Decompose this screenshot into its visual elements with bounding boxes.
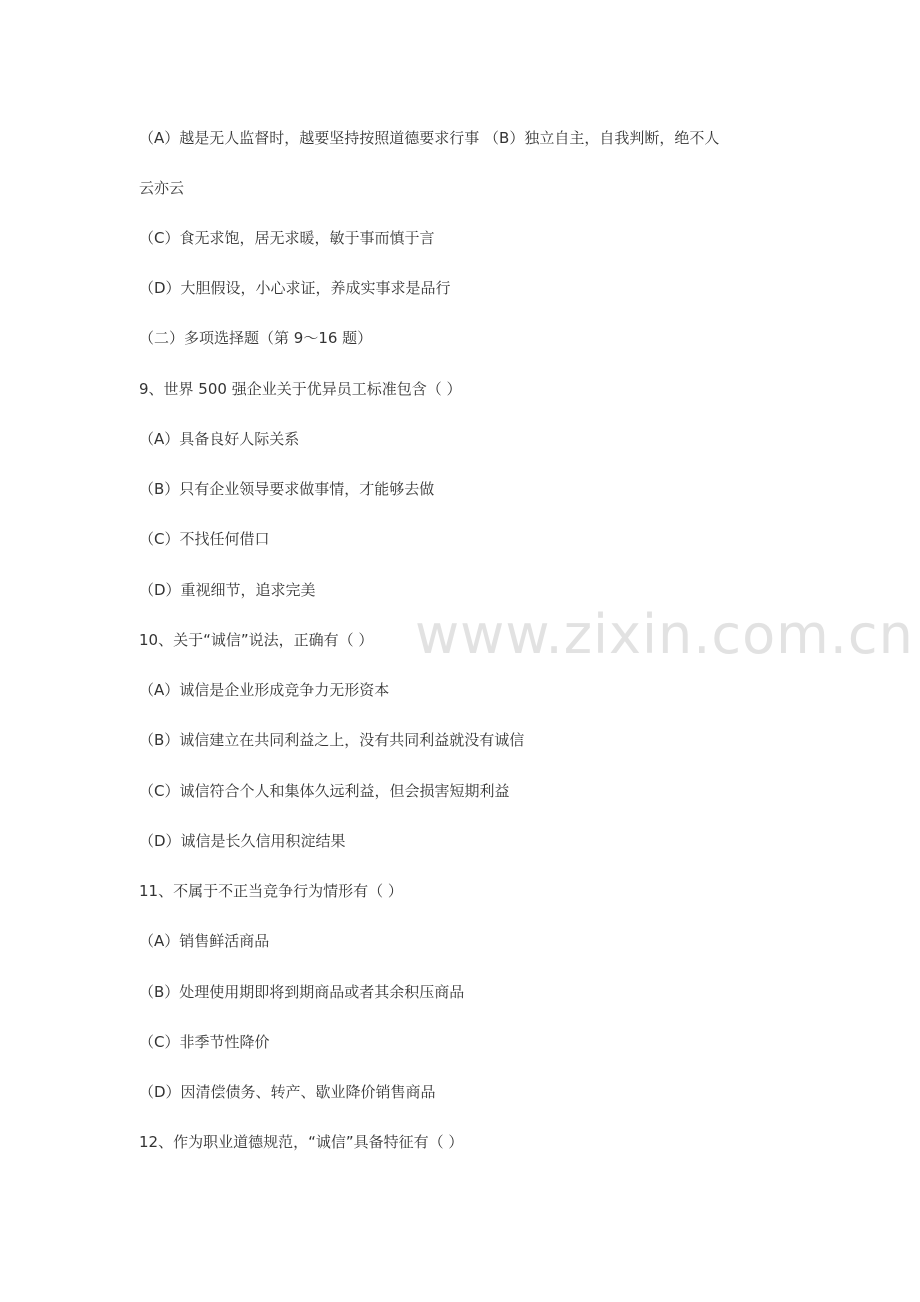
question-11: 11、不属于不正当竞争行为情形有（ ） [139,882,403,900]
option-d-q10: （D）诚信是长久信用积淀结果 [139,832,346,850]
option-a-q9: （A）具备良好人际关系 [139,430,300,448]
option-d-q8: （D）大胆假设，小心求证，养成实事求是品行 [139,279,451,297]
section-heading-multiple-choice: （二）多项选择题（第 9～16 题） [139,329,373,347]
option-a-q10: （A）诚信是企业形成竞争力无形资本 [139,681,390,699]
question-10: 10、关于“诚信”说法，正确有（ ） [139,631,374,649]
option-d-q9: （D）重视细节，追求完美 [139,581,316,599]
option-c-q10: （C）诚信符合个人和集体久远利益，但会损害短期利益 [139,782,510,800]
option-b-q10: （B）诚信建立在共同利益之上，没有共同利益就没有诚信 [139,731,525,749]
question-12: 12、作为职业道德规范，“诚信”具备特征有（ ） [139,1133,464,1151]
option-b-q11: （B）处理使用期即将到期商品或者其余积压商品 [139,983,465,1001]
question-9: 9、世界 500 强企业关于优异员工标准包含（ ） [139,380,462,398]
option-c-q9: （C）不找任何借口 [139,530,270,548]
watermark: www.zixin.com.cn [415,603,914,666]
option-b-q8-continued: 云亦云 [139,179,185,197]
option-b-q9: （B）只有企业领导要求做事情，才能够去做 [139,480,435,498]
option-d-q11: （D）因清偿债务、转产、歇业降价销售商品 [139,1083,436,1101]
option-a-q11: （A）销售鲜活商品 [139,932,270,950]
option-a-q8: （A）越是无人监督时，越要坚持按照道德要求行事 （B）独立自主，自我判断，绝不人 [139,129,720,147]
option-c-q8: （C）食无求饱，居无求暖，敏于事而慎于言 [139,229,435,247]
option-c-q11: （C）非季节性降价 [139,1033,270,1051]
